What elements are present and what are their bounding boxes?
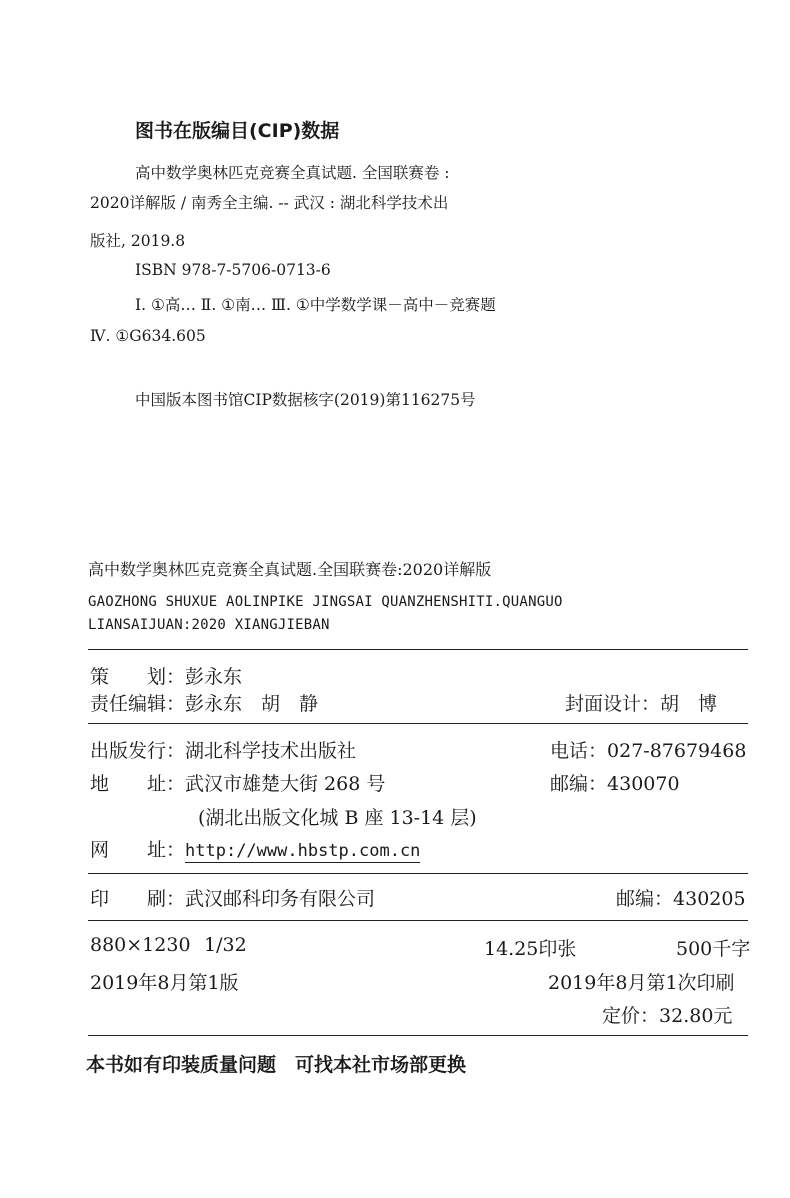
phone-row [550, 736, 746, 763]
address-note: (湖北出版文化城 B 座 13-14 层) [198, 807, 477, 829]
format-size: 880×1230 [90, 934, 191, 956]
planner-row [90, 662, 242, 689]
cip-number: 中国版本图书馆CIP数据核字(2019)第116275号 [135, 391, 476, 409]
address-label: 地 址： [90, 773, 186, 795]
quality-notice: 本书如有印装质量问题 可找本社市场部更换 [86, 1054, 467, 1076]
cover-label: 封面设计： [565, 693, 661, 715]
book-title-cn: 高中数学奥林匹克竞赛全真试题.全国联赛卷:2020详解版 [88, 560, 492, 579]
word-count: 500千字 [676, 938, 751, 960]
printer-postcode: 430205 [673, 888, 746, 910]
phone-label: 电话： [550, 740, 608, 762]
printer-label: 印 刷： [90, 888, 186, 910]
divider-5 [88, 1035, 748, 1036]
classification-1: Ⅰ. ①高… Ⅱ. ①南… Ⅲ. ①中学数学课－高中－竞赛题 [135, 296, 496, 314]
book-title-pinyin-2: LIANSAIJUAN:2020 XIANGJIEBAN [88, 617, 330, 633]
book-title-pinyin-1: GAOZHONG SHUXUE AOLINPIKE JINGSAI QUANZHENSHITI.QUANGUO [88, 594, 563, 610]
planner-label: 策 划： [90, 666, 186, 688]
cover-designer-row [565, 689, 717, 716]
address-text: 武汉市雄楚大街 268 号 [185, 773, 386, 795]
sheet-count: 14.25印张 [484, 938, 577, 960]
website-row [90, 835, 420, 862]
price: 32.80元 [659, 1005, 733, 1027]
postcode-label: 邮编： [550, 773, 608, 795]
postcode: 430070 [607, 773, 680, 795]
cip-line-3: 版社, 2019.8 [90, 232, 186, 250]
divider-3 [88, 873, 748, 874]
cip-heading: 图书在版编目(CIP)数据 [135, 120, 340, 142]
price-row [602, 1001, 732, 1028]
divider-4 [88, 920, 748, 921]
cip-line-1: 高中数学奥林匹克竞赛全真试题. 全国联赛卷 : [135, 164, 450, 182]
publisher-postcode-row [550, 769, 680, 796]
editor-names: 彭永东 胡 静 [185, 693, 319, 715]
cip-line-2: 2020详解版 / 南秀全主编. -- 武汉 : 湖北科学技术出 [90, 194, 449, 212]
printer-row [90, 884, 375, 911]
website-link[interactable]: http://www.hbstp.com.cn [185, 841, 421, 861]
editor-row [90, 689, 318, 716]
edition: 2019年8月第1版 [90, 972, 239, 994]
website-label: 网 址： [90, 839, 186, 861]
cover-designer-name: 胡 博 [660, 693, 718, 715]
editor-label: 责任编辑： [90, 693, 186, 715]
divider-2 [88, 723, 748, 724]
price-label: 定价： [602, 1005, 660, 1027]
publisher-row [90, 736, 356, 763]
printer-postcode-row [616, 884, 746, 911]
publisher-label: 出版发行： [90, 740, 186, 762]
phone-number: 027-87679468 [607, 740, 747, 762]
printing: 2019年8月第1次印刷 [548, 972, 735, 994]
divider-1 [88, 649, 748, 650]
planner-name: 彭永东 [185, 666, 243, 688]
isbn: ISBN 978-7-5706-0713-6 [135, 261, 331, 279]
format-fold: 1/32 [204, 934, 247, 956]
address-row [90, 769, 385, 796]
printer-postcode-label: 邮编： [616, 888, 674, 910]
publisher-name: 湖北科学技术出版社 [185, 740, 357, 762]
classification-2: Ⅳ. ①G634.605 [90, 327, 206, 345]
printer-name: 武汉邮科印务有限公司 [185, 888, 376, 910]
